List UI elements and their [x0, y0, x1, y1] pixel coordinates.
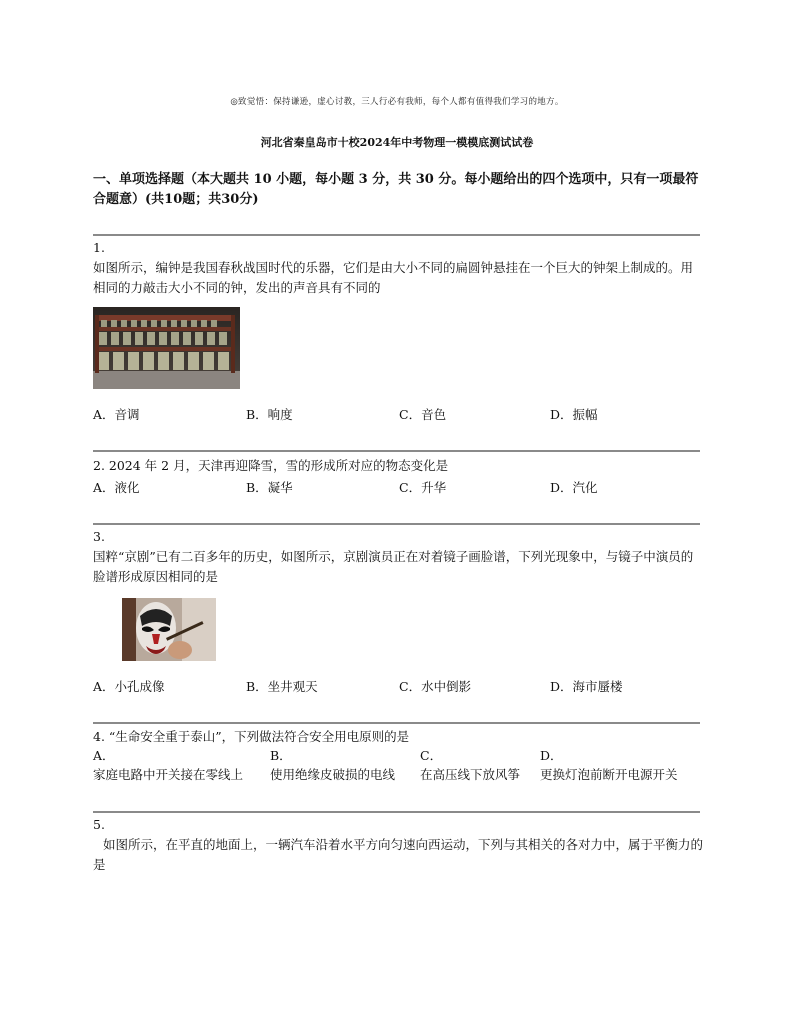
option-text: 使用绝缘皮破损的电线: [270, 767, 396, 782]
option-c[interactable]: [420, 746, 520, 784]
question-3: [93, 527, 703, 587]
option-c[interactable]: C．升华: [399, 480, 447, 495]
motto-line: ◎致觉悟：保持谦逊，虚心讨教，三人行必有我师，每个人都有值得我们学习的地方。: [230, 97, 564, 107]
section-heading: 一、单项选择题（本大题共 10 小题，每小题 3 分，共 30 分。每小题给出的四个选项中，只有一项最符合题意）(共10题；共30分): [93, 172, 699, 207]
option-b[interactable]: [270, 746, 395, 784]
option-c[interactable]: C．水中倒影: [399, 679, 472, 694]
option-letter: D．: [540, 748, 563, 763]
options-q1: [93, 405, 703, 425]
option-b[interactable]: B．凝华: [246, 480, 293, 495]
peking-opera-mask-image: [122, 598, 216, 661]
question-text: 4. “生命安全重于泰山”，下列做法符合安全用电原则的是: [93, 729, 410, 744]
question-2: [93, 456, 703, 476]
option-a[interactable]: A．音调: [93, 407, 140, 422]
question-1: [93, 238, 703, 298]
question-text: 如图所示，在平直的地面上，一辆汽车沿着水平方向匀速向西运动，下列与其相关的各对力中，属于平衡力的是: [93, 837, 704, 872]
option-text: 在高压线下放风筝: [420, 767, 521, 782]
option-letter: B．: [270, 748, 292, 763]
bianzhong-bells-image: [93, 307, 240, 389]
question-divider: [93, 523, 700, 525]
question-divider: [93, 811, 700, 813]
option-d[interactable]: D．海市蜃楼: [550, 679, 623, 694]
options-q2: [93, 478, 703, 498]
question-4: [93, 727, 703, 747]
question-divider: [93, 234, 700, 236]
exam-title: 河北省秦皇岛市十校2024年中考物理一模模底测试试卷: [260, 136, 534, 149]
option-b[interactable]: B．坐井观天: [246, 679, 318, 694]
options-q3: [93, 677, 703, 697]
option-text: 家庭电路中开关接在零线上: [93, 767, 244, 782]
question-text: 2. 2024 年 2 月，天津再迎降雪，雪的形成所对应的物态变化是: [93, 458, 449, 473]
option-a[interactable]: A．小孔成像: [93, 679, 165, 694]
option-b[interactable]: B．响度: [246, 407, 293, 422]
option-d[interactable]: D．振幅: [550, 407, 598, 422]
question-text: 国粹“京剧”已有二百多年的历史，如图所示，京剧演员正在对着镜子画脸谱，下列光现象中，与镜子中演员的脸谱形成原因相同的是: [93, 549, 694, 584]
question-divider: [93, 722, 700, 724]
question-number: 1.: [93, 240, 105, 255]
option-letter: C．: [420, 748, 443, 763]
option-c[interactable]: C．音色: [399, 407, 447, 422]
option-a[interactable]: A．液化: [93, 480, 140, 495]
option-d[interactable]: D．汽化: [550, 480, 598, 495]
question-divider: [93, 450, 700, 452]
option-a[interactable]: [93, 746, 243, 784]
question-text: 如图所示，编钟是我国春秋战国时代的乐器，它们是由大小不同的扁圆钟悬挂在一个巨大的钟架上制成的。用相同的力敲击大小不同的钟，发出的声音具有不同的: [93, 260, 694, 295]
option-letter: A．: [93, 748, 115, 763]
option-d[interactable]: [540, 746, 678, 784]
question-5: [93, 815, 703, 875]
question-number: 5.: [93, 817, 105, 832]
question-number: 3.: [93, 529, 105, 544]
option-text: 更换灯泡前断开电源开关: [540, 767, 678, 782]
options-q4: [93, 746, 703, 786]
